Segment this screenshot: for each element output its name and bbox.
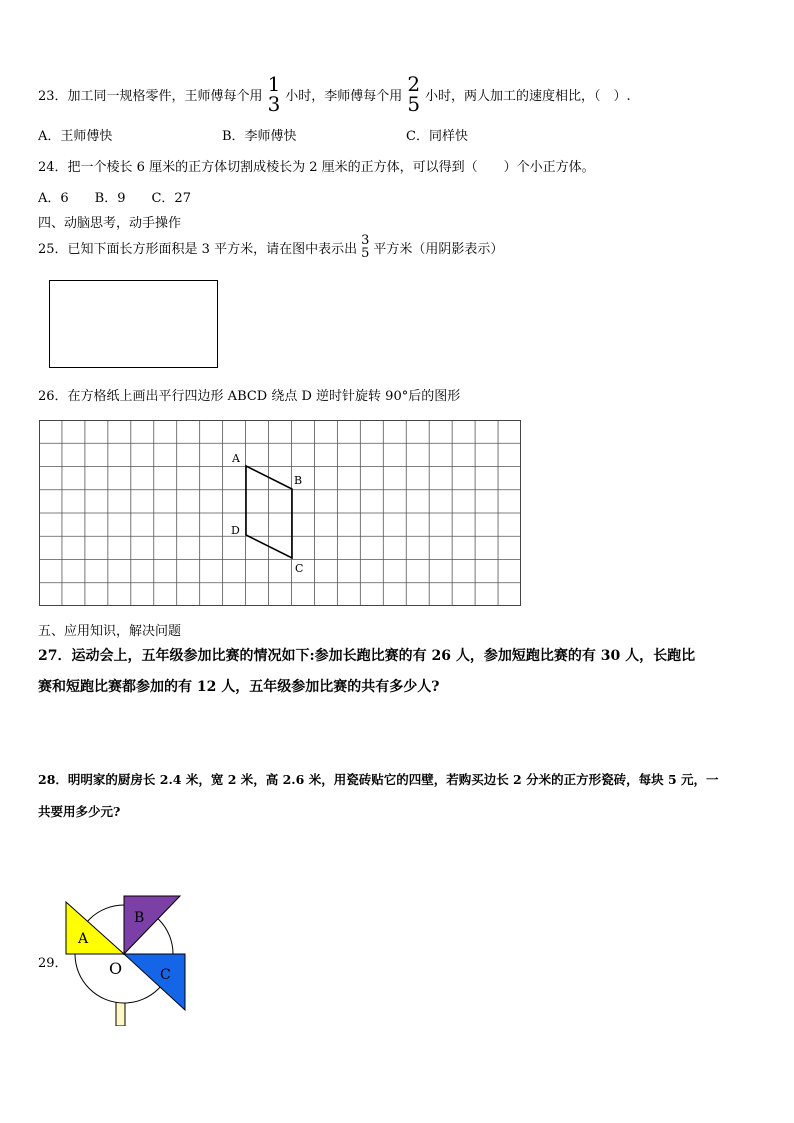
q23-fraction-2 xyxy=(405,74,422,114)
section-4-heading: 四、动脑思考，动手操作 xyxy=(38,216,182,231)
pinwheel-stick xyxy=(116,1002,125,1026)
label-a: A xyxy=(78,931,89,947)
q27-line-1: 27．运动会上，五年级参加比赛的情况如下:参加长跑比赛的有 26 人，参加短跑比赛的有 30 人，长跑比 xyxy=(38,648,696,664)
label-b: B xyxy=(294,474,303,487)
label-o: O xyxy=(109,959,123,978)
section-5-heading: 五、应用知识，解决问题 xyxy=(38,624,182,639)
label-a: A xyxy=(232,452,240,465)
q24-number: 24． xyxy=(38,160,68,175)
q23-frac2-denominator: 5 xyxy=(407,92,421,116)
q23-frac1-numerator: 1 xyxy=(267,72,281,96)
q28-line-2: 共要用多少元? xyxy=(38,804,121,819)
q24-text: 把一个棱长 6 厘米的正方体切割成棱长为 2 厘米的正方体，可以得到（ ）个小正方体。 xyxy=(67,160,595,175)
q25-text-b: 平方米（用阴影表示） xyxy=(373,241,504,257)
label-b: B xyxy=(134,910,145,926)
q23-option-a: A．王师傅快 xyxy=(38,129,113,144)
question-24 xyxy=(38,156,595,175)
q28-line-1: 28．明明家的厨房长 2.4 米，宽 2 米，高 2.6 米，用瓷砖贴它的四壁，若购买边长 2 分米的正方形瓷砖，每块 5 元，一 xyxy=(38,772,719,787)
q23-frac1-denominator: 3 xyxy=(267,92,281,116)
q25-rectangle[interactable] xyxy=(49,280,218,368)
q23-frac2-numerator: 2 xyxy=(407,72,421,96)
q25-frac-denominator: 5 xyxy=(361,246,370,261)
q26-text: 在方格纸上画出平行四边形 ABCD 绕点 D 逆时针旋转 90°后的图形 xyxy=(67,389,461,404)
q29-pinwheel xyxy=(60,890,200,1026)
question-26 xyxy=(38,385,460,404)
q25-number: 25． xyxy=(38,241,68,257)
q26-number: 26． xyxy=(38,389,68,404)
q23-text-b: 小时，李师傅每个用 xyxy=(285,88,403,104)
q25-fraction xyxy=(360,234,370,260)
q25-frac-numerator: 3 xyxy=(361,233,370,248)
q23-option-c: C．同样快 xyxy=(406,129,468,144)
q23-fraction-1 xyxy=(266,74,283,114)
q23-number: 23． xyxy=(38,88,68,104)
q25-text-a: 已知下面长方形面积是 3 平方米，请在图中表示出 xyxy=(67,241,358,257)
q27-line-2: 赛和短跑比赛都参加的有 12 人，五年级参加比赛的共有多少人? xyxy=(38,679,440,695)
q29-number: 29． xyxy=(38,956,68,971)
label-c: C xyxy=(295,562,304,575)
parallelogram-abcd xyxy=(246,466,292,558)
question-23 xyxy=(38,74,631,114)
q23-text-a: 加工同一规格零件，王师傅每个用 xyxy=(67,88,263,104)
label-d: D xyxy=(231,524,240,537)
q24-options: A．6 B．9 C．27 xyxy=(38,191,191,206)
label-c: C xyxy=(160,967,171,983)
q26-grid-paper[interactable] xyxy=(39,420,522,608)
question-25 xyxy=(38,234,503,260)
q23-text-c: 小时，两人加工的速度相比，（ ）. xyxy=(425,88,631,104)
q23-option-b: B．李师傅快 xyxy=(222,129,297,144)
